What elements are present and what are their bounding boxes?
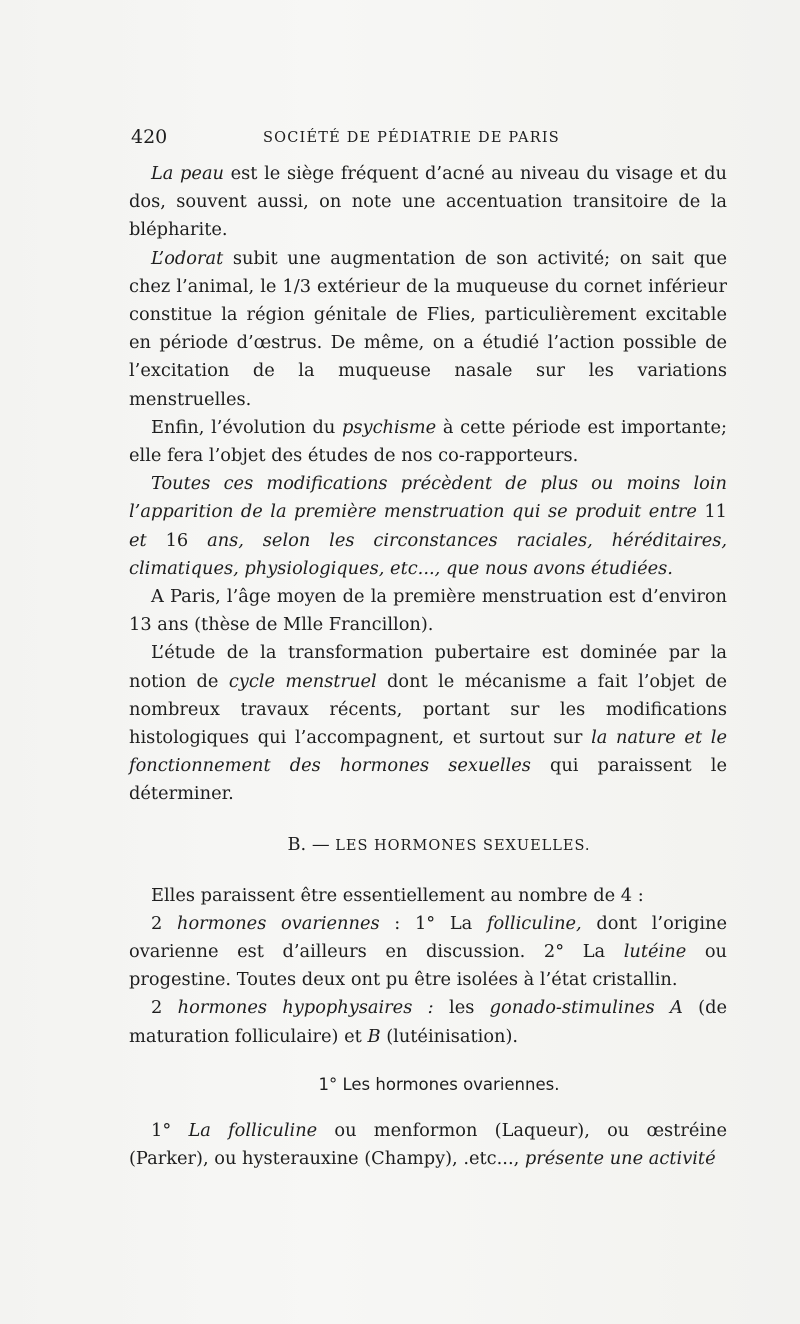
page-header — [131, 126, 728, 150]
section-heading: B. — LES HORMONES SEXUELLES. — [287, 833, 591, 855]
paragraph-hypophysaires: 2 hormones hypophysaires : les gonado-stimulines A (de maturation folliculaire) et B (lutéinisation). — [129, 997, 728, 1047]
paragraph-modifications: Toutes ces modifications précèdent de plus ou moins loin l’apparition de la première menstruation qui se produit entre 11 et 16 ans, selon les circonstances raciales, héréditaires, climatiques, physiologiques, etc..., que nous avons étudiées. — [129, 473, 727, 579]
subsection-heading: 1° Les hormones ovariennes. — [318, 1074, 560, 1094]
running-head: SOCIÉTÉ DE PÉDIATRIE DE PARIS — [263, 130, 560, 146]
paragraph-paris: A Paris, l’âge moyen de la première menstruation est d’environ 13 ans (thèse de Mlle Francillon). — [129, 586, 727, 636]
paragraph-odorat: L’odorat subit une augmentation de son activité; on sait que chez l’animal, le 1/3 extérieur de la muqueuse du cornet inférieur constitue la région génitale de Flies, particulièrement excitable en période d’œstrus. De même, on a étudié l’action possible de l’excitation de la muqueuse nasale sur les variations menstruelles. — [129, 247, 727, 410]
page-number: 420 — [131, 126, 168, 148]
paragraph-psychisme: Enfin, l’évolution du psychisme à cette période est importante; elle fera l’objet des études de nos co-rapporteurs. — [129, 416, 727, 467]
paragraph-peau: La peau est le siège fréquent d’acné au niveau du visage et du dos, souvent aussi, on note une accentuation transitoire de la blépharite. — [129, 163, 727, 241]
paragraph-ovariennes: 2 hormones ovariennes : 1° La folliculine, dont l’origine ovarienne est d’ailleurs en discussion. 2° La lutéine ou progestine. Toutes deux ont pu être isolées à l’état cristallin. — [129, 912, 728, 991]
section-title: LES HORMONES SEXUELLES. — [335, 837, 591, 854]
page-body — [129, 160, 727, 1173]
paragraph-cycle: L’étude de la transformation pubertaire est dominée par la notion de cycle menstruel dont le mécanisme a fait l’objet de nombreux travaux récents, portant sur les modifications histologiques qui l’accompagnent, et surtout sur la nature et le fonctionnement des hormones sexuelles qui paraissent le déterminer. — [129, 642, 727, 805]
paragraph-folliculine: 1° La folliculine ou menformon (Laqueur), ou œstréine (Parker), ou hysterauxine (Champy), .etc..., présente une activité — [129, 1119, 728, 1170]
paragraph-nombre: Elles paraissent être essentiellement au nombre de 4 : — [151, 884, 644, 906]
